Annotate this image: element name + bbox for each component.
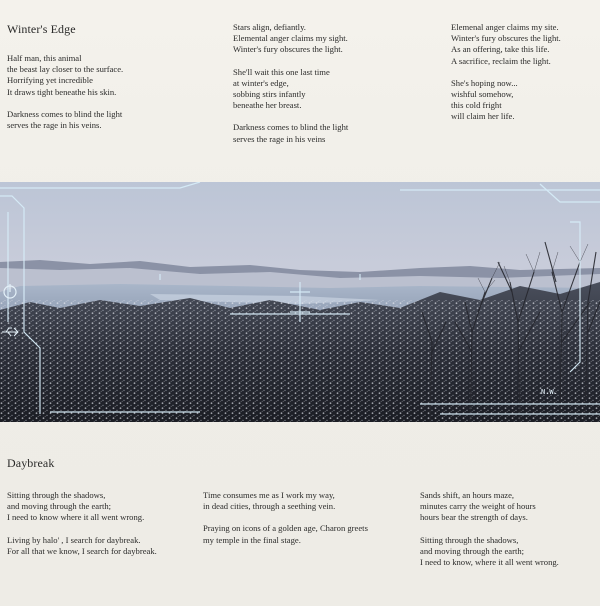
poem-title-daybreak: Daybreak — [7, 456, 55, 470]
stanza — [451, 78, 561, 123]
verse-line: Winter's fury obscures the light. — [451, 33, 561, 44]
stanza — [7, 53, 123, 98]
stanza — [451, 22, 561, 67]
daybreak-column-3 — [420, 490, 559, 568]
verse-line: minutes carry the weight of hours — [420, 501, 536, 512]
stanza — [233, 67, 348, 112]
verse-line: I need to know where it all went wrong. — [7, 512, 145, 523]
verse-line: at winter's edge, — [233, 77, 289, 88]
verse-line: Time consumes me as I work my way, — [203, 490, 335, 500]
verse-line: the beast lay closer to the surface. — [7, 64, 124, 75]
stanza — [420, 490, 559, 524]
stanza — [203, 523, 368, 545]
verse-line: in dead cities, through a seething vein. — [203, 501, 336, 512]
hud-label: N.W. — [541, 388, 558, 396]
verse-line: and moving through the earth; — [7, 501, 112, 512]
stanza — [420, 535, 559, 569]
daybreak-column-1 — [7, 490, 157, 557]
verse-line: Elemenal anger claims my site. — [451, 22, 559, 32]
stanza — [233, 122, 348, 144]
verse-line: Winter's fury obscures the light. — [233, 44, 343, 55]
verse-line: Stars align, defiantly. — [233, 22, 306, 32]
verse-line: She's hoping now... — [451, 77, 518, 88]
stanza — [7, 490, 157, 524]
verse-line: She'll wait this one last time — [233, 66, 330, 77]
verse-line: Horrifying yet incredible — [7, 75, 93, 86]
stanza — [7, 109, 123, 131]
winters-edge-column-3 — [451, 22, 561, 123]
verse-line: For all that we know, I search for daybreak. — [7, 545, 157, 556]
verse-line: Sands shift, an hours maze, — [420, 490, 515, 500]
verse-line: wishful somehow, — [451, 89, 514, 100]
verse-line: As an offering, take this life. — [451, 44, 550, 55]
verse-line: Half man, this animal — [7, 53, 82, 63]
stanza — [203, 490, 368, 512]
verse-line: serves the rage in his veins — [233, 133, 326, 144]
verse-line: A sacrifice, reclaim the light. — [451, 55, 551, 66]
verse-line: this cold fright — [451, 100, 502, 111]
verse-line: Darkness comes to blind the light — [7, 108, 123, 119]
winters-edge-column-1 — [7, 53, 123, 131]
verse-line: will claim her life. — [451, 111, 515, 122]
verse-line: I need to know, where it all went wrong. — [420, 557, 559, 568]
verse-line: my temple in the final stage. — [203, 534, 301, 545]
verse-line: Sitting through the shadows, — [420, 534, 519, 545]
stanza — [233, 22, 348, 56]
verse-line: serves the rage in his veins. — [7, 120, 102, 131]
verse-line: Elemental anger claims my sight. — [233, 33, 348, 44]
daybreak-column-2 — [203, 490, 368, 546]
verse-line: hours bear the strength of days. — [420, 512, 528, 523]
poem-title-winters-edge: Winter's Edge — [7, 22, 76, 36]
winters-edge-column-2 — [233, 22, 348, 145]
landscape-photo — [0, 182, 600, 422]
stanza — [7, 535, 157, 557]
verse-line: It draws tight beneathe his skin. — [7, 86, 117, 97]
verse-line: Praying on icons of a golden age, Charon greets — [203, 523, 368, 534]
verse-line: Darkness comes to blind the light — [233, 122, 349, 133]
verse-line: beneathe her breast. — [233, 100, 302, 111]
verse-line: Living by halo' , I search for daybreak. — [7, 534, 141, 545]
verse-line: and moving through the earth; — [420, 545, 525, 556]
verse-line: Sitting through the shadows, — [7, 490, 106, 500]
verse-line: sobbing stirs infantly — [233, 89, 306, 100]
